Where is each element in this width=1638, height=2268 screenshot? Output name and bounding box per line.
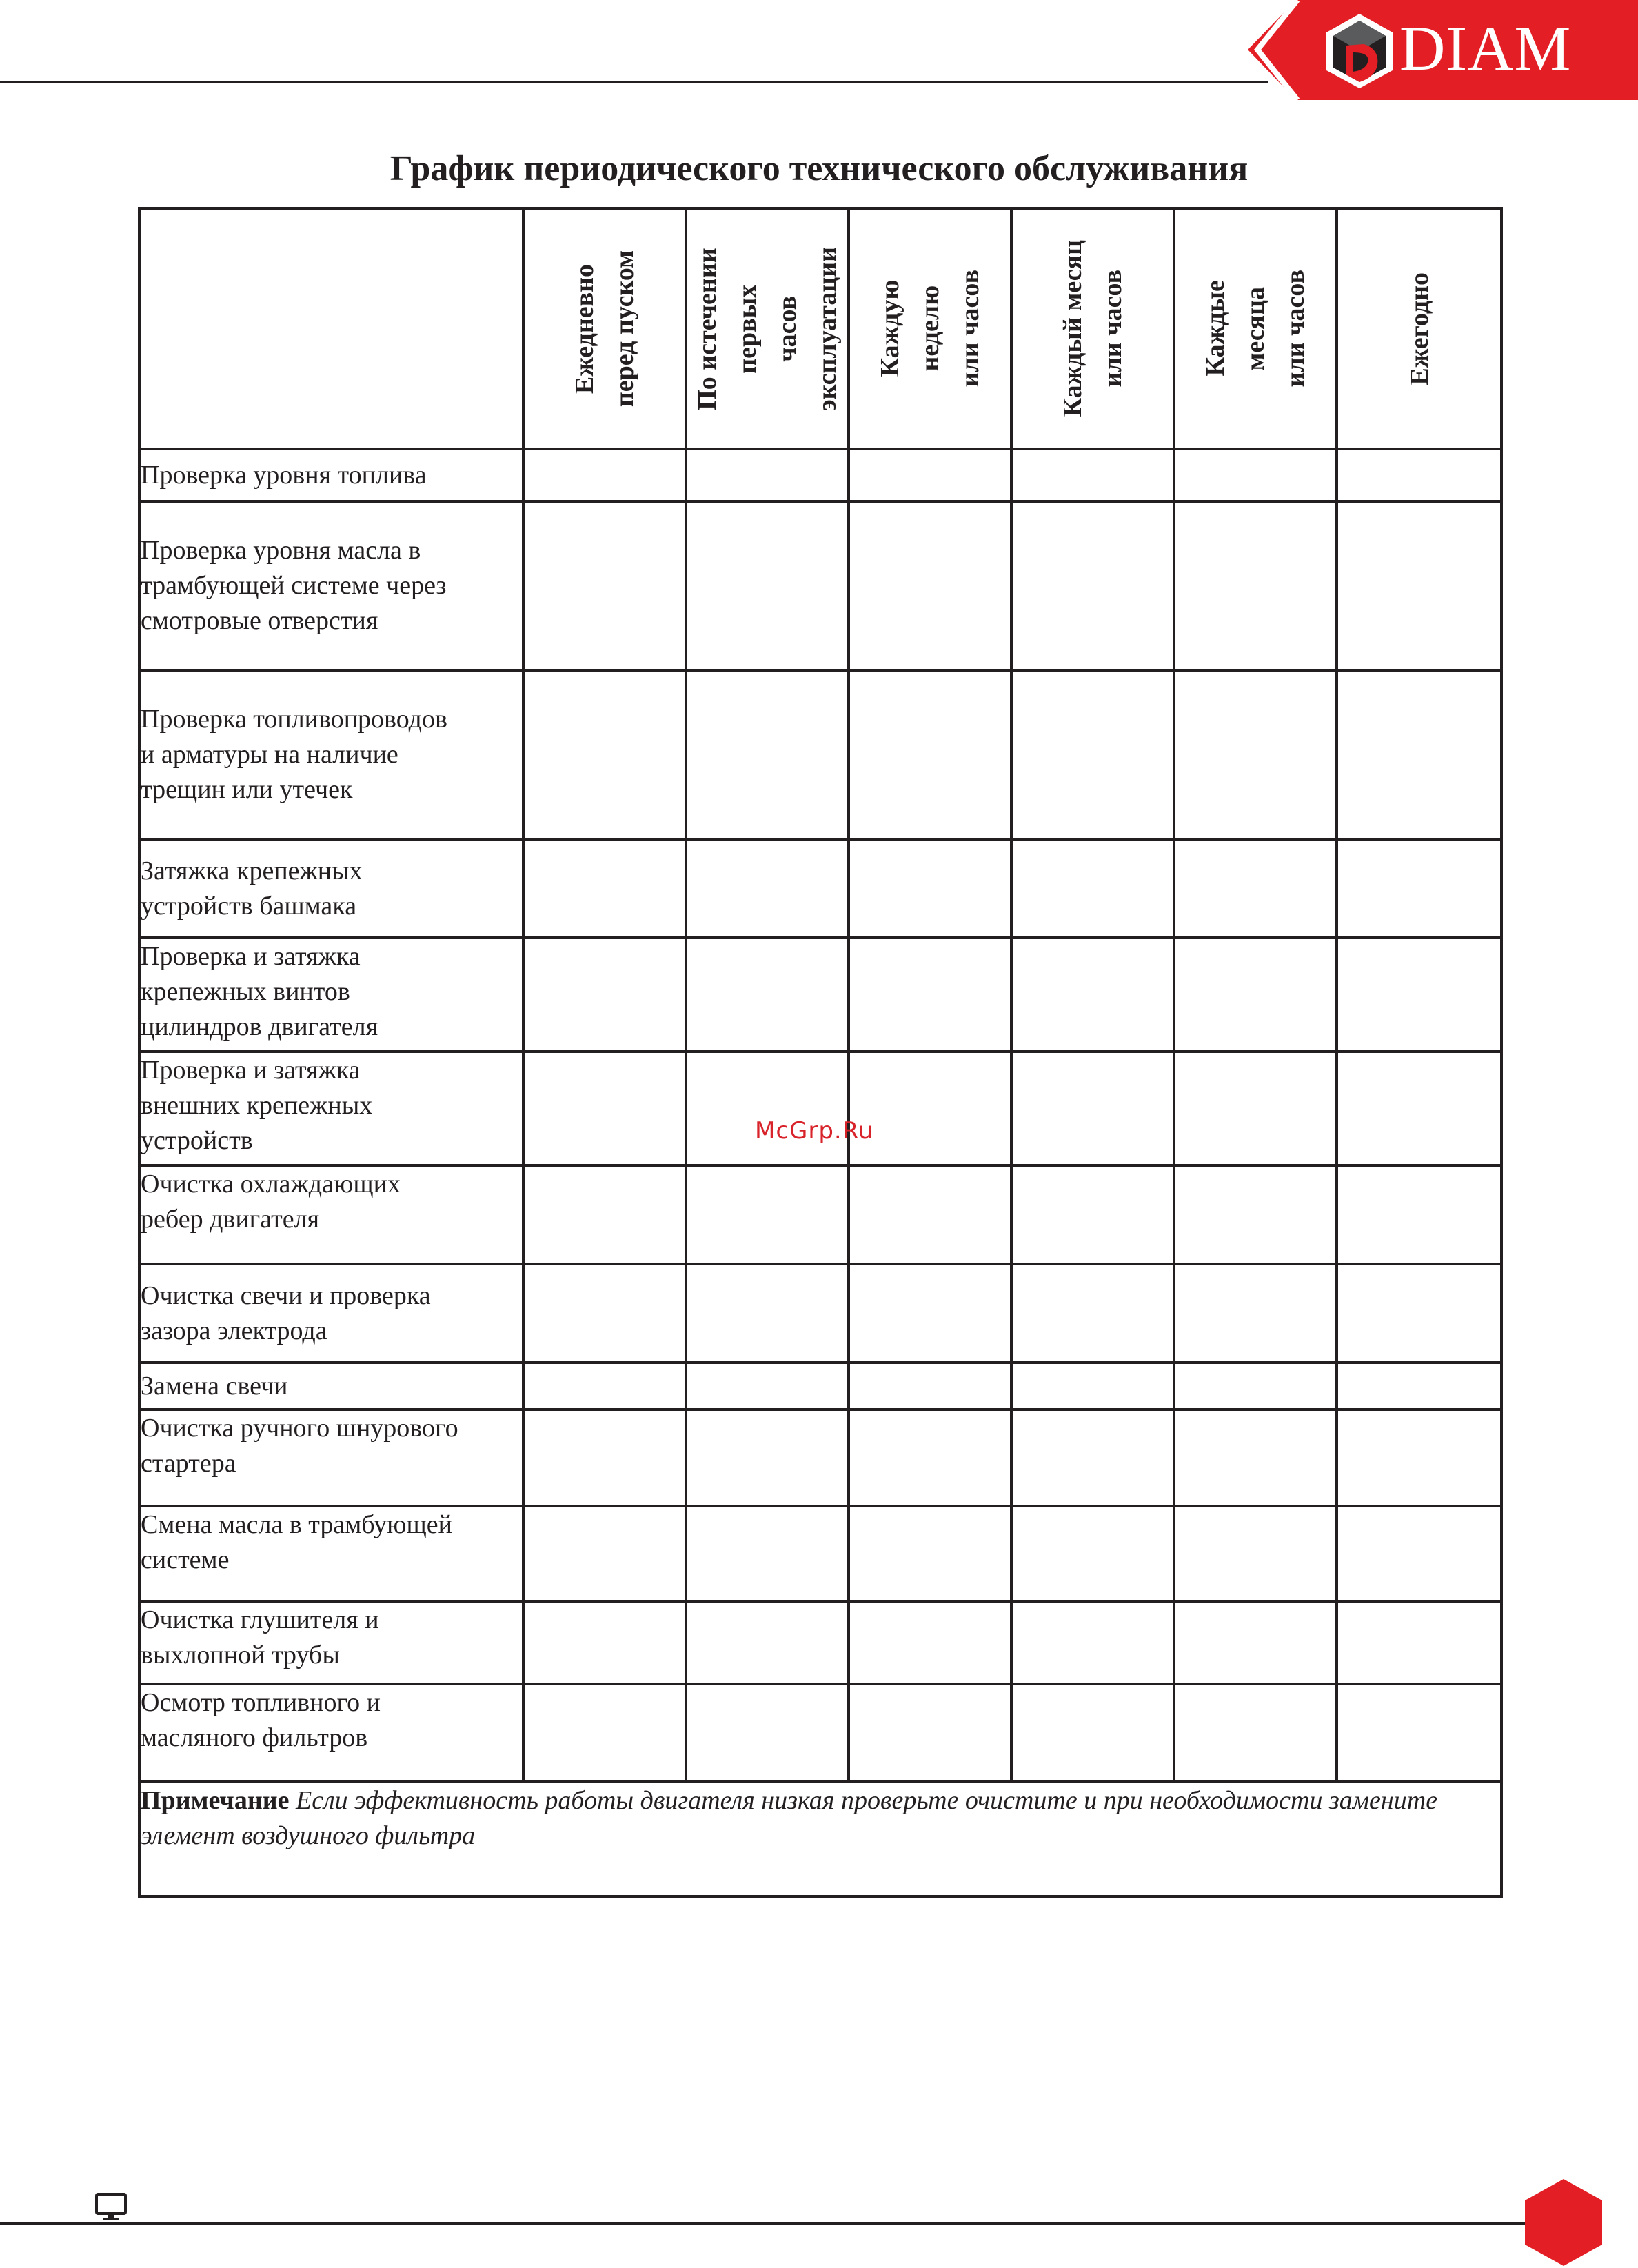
task-row <box>139 449 1502 501</box>
schedule-cell <box>1174 449 1337 501</box>
column-header-yearly: Ежегодно <box>1337 208 1502 449</box>
schedule-cell <box>686 670 849 839</box>
note-cell <box>139 1782 1502 1896</box>
page-title: График периодического технического обслуживания <box>390 149 1248 188</box>
task-label: Проверка уровня топлива <box>139 449 523 501</box>
schedule-cell <box>1337 1165 1502 1264</box>
schedule-cell <box>849 501 1011 670</box>
schedule-cell <box>523 1506 686 1601</box>
schedule-cell <box>1337 1264 1502 1363</box>
schedule-cell <box>686 1264 849 1363</box>
note-text: Если эффективность работы двигателя низкая проверьте очистите и при необходимости замените элемент воздушного фильтра <box>141 1786 1438 1850</box>
schedule-cell <box>523 839 686 938</box>
task-label: Очистка охлаждающих ребер двигателя <box>139 1165 523 1264</box>
footer-rule <box>0 2222 1551 2225</box>
schedule-cell <box>523 938 686 1052</box>
schedule-cell <box>686 1409 849 1506</box>
schedule-cell <box>1174 1684 1337 1782</box>
schedule-cell <box>1337 501 1502 670</box>
column-header-weekly: Каждую неделю или часов <box>849 208 1011 449</box>
task-row <box>139 1363 1502 1409</box>
schedule-cell <box>523 1165 686 1264</box>
schedule-cell <box>1174 1363 1337 1409</box>
task-label: Проверка и затяжка внешних крепежных устройств <box>139 1052 523 1165</box>
schedule-cell <box>1174 1601 1337 1684</box>
task-row <box>139 1409 1502 1506</box>
schedule-cell <box>849 1601 1011 1684</box>
schedule-cell <box>1011 938 1174 1052</box>
schedule-cell <box>523 1684 686 1782</box>
schedule-cell <box>1011 1052 1174 1165</box>
schedule-cell <box>523 1409 686 1506</box>
task-row <box>139 1264 1502 1363</box>
schedule-cell <box>1174 1052 1337 1165</box>
schedule-cell <box>849 938 1011 1052</box>
schedule-cell <box>849 1506 1011 1601</box>
task-label: Замена свечи <box>139 1363 523 1409</box>
schedule-cell <box>686 449 849 501</box>
note-label: Примечание <box>141 1786 290 1815</box>
schedule-cell <box>523 501 686 670</box>
schedule-cell <box>1174 670 1337 839</box>
task-row <box>139 1165 1502 1264</box>
schedule-cell <box>1174 1506 1337 1601</box>
schedule-cell <box>523 1264 686 1363</box>
task-label: Осмотр топливного и масляного фильтров <box>139 1684 523 1782</box>
header-rule <box>0 81 1268 83</box>
column-header-daily: Ежедневно перед пуском <box>523 208 686 449</box>
schedule-cell <box>686 839 849 938</box>
task-label: Очистка ручного шнурового стартера <box>139 1409 523 1506</box>
schedule-cell <box>849 1409 1011 1506</box>
task-row <box>139 1684 1502 1782</box>
task-label: Проверка и затяжка крепежных винтов цилиндров двигателя <box>139 938 523 1052</box>
schedule-cell <box>1174 1409 1337 1506</box>
watermark: McGrp.Ru <box>755 1117 874 1145</box>
schedule-cell <box>1011 1264 1174 1363</box>
header-corner-cell <box>139 208 523 449</box>
schedule-cell <box>1337 670 1502 839</box>
schedule-cell <box>523 670 686 839</box>
schedule-cell <box>1174 1264 1337 1363</box>
task-row <box>139 1052 1502 1165</box>
schedule-cell <box>686 938 849 1052</box>
schedule-cell <box>1011 1165 1174 1264</box>
schedule-cell <box>1174 839 1337 938</box>
schedule-cell <box>1337 1601 1502 1684</box>
schedule-cell <box>849 670 1011 839</box>
schedule-cell <box>1337 1363 1502 1409</box>
hexagon-icon <box>1524 2179 1604 2266</box>
schedule-cell <box>1011 449 1174 501</box>
task-label: Затяжка крепежных устройств башмака <box>139 839 523 938</box>
task-label: Смена масла в трамбующей системе <box>139 1506 523 1601</box>
schedule-cell <box>1174 1165 1337 1264</box>
column-header-quarterly: Каждые месяца или часов <box>1174 208 1337 449</box>
schedule-cell <box>523 1601 686 1684</box>
maintenance-schedule-table <box>138 207 1503 1898</box>
schedule-cell <box>1174 938 1337 1052</box>
schedule-cell <box>686 1684 849 1782</box>
schedule-cell <box>523 1052 686 1165</box>
brand-name: DIAM <box>1399 13 1572 83</box>
task-row <box>139 1506 1502 1601</box>
schedule-cell <box>1337 1052 1502 1165</box>
monitor-icon <box>95 2193 127 2222</box>
schedule-cell <box>1337 1506 1502 1601</box>
task-row <box>139 938 1502 1052</box>
schedule-cell <box>1337 1684 1502 1782</box>
schedule-cell <box>849 1165 1011 1264</box>
schedule-cell <box>849 1264 1011 1363</box>
task-label: Очистка глушителя и выхлопной трубы <box>139 1601 523 1684</box>
schedule-cell <box>849 449 1011 501</box>
schedule-cell <box>686 1052 849 1165</box>
schedule-cell <box>686 1363 849 1409</box>
note-row <box>139 1782 1502 1896</box>
schedule-cell <box>523 449 686 501</box>
schedule-cell <box>1011 1601 1174 1684</box>
schedule-cell <box>686 501 849 670</box>
column-header-monthly: Каждый месяц или часов <box>1011 208 1174 449</box>
schedule-cell <box>1337 449 1502 501</box>
task-row <box>139 670 1502 839</box>
schedule-cell <box>1337 839 1502 938</box>
schedule-cell <box>1011 501 1174 670</box>
schedule-cell <box>686 1506 849 1601</box>
header-row <box>139 208 1502 449</box>
task-row <box>139 501 1502 670</box>
task-row <box>139 839 1502 938</box>
schedule-cell <box>849 839 1011 938</box>
task-row <box>139 1601 1502 1684</box>
schedule-cell <box>1011 1409 1174 1506</box>
schedule-cell <box>1011 670 1174 839</box>
schedule-cell <box>849 1363 1011 1409</box>
schedule-cell <box>1337 1409 1502 1506</box>
schedule-cell <box>849 1684 1011 1782</box>
schedule-cell <box>1011 1506 1174 1601</box>
schedule-cell <box>1337 938 1502 1052</box>
schedule-cell <box>1011 1684 1174 1782</box>
task-label: Проверка уровня масла в трамбующей системе через смотровые отверстия <box>139 501 523 670</box>
task-label: Очистка свечи и проверка зазора электрода <box>139 1264 523 1363</box>
task-label: Проверка топливопроводов и арматуры на наличие трещин или утечек <box>139 670 523 839</box>
schedule-cell <box>1011 839 1174 938</box>
schedule-cell <box>523 1363 686 1409</box>
schedule-cell <box>686 1165 849 1264</box>
schedule-cell <box>1011 1363 1174 1409</box>
schedule-cell <box>1174 501 1337 670</box>
schedule-cell <box>849 1052 1011 1165</box>
column-header-after-first: По истечении первых часов эксплуатации <box>686 208 849 449</box>
schedule-cell <box>686 1601 849 1684</box>
